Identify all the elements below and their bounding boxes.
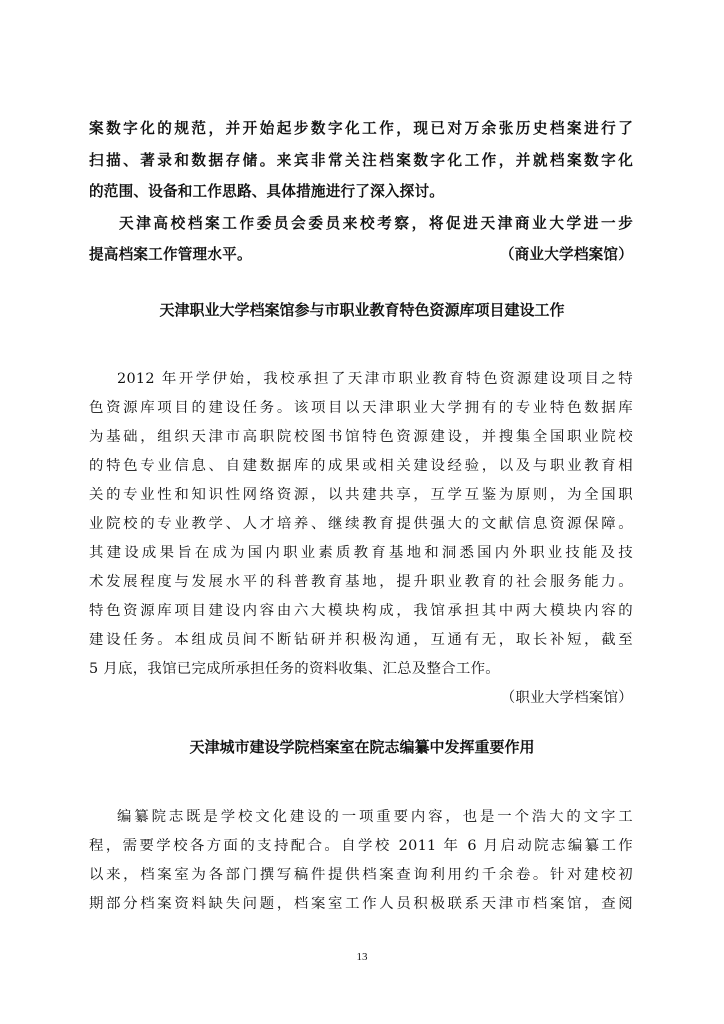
paragraph-line: 的特色专业信息、自建数据库的成果或相关建设经验，以及与职业教育相 <box>89 458 633 474</box>
article-title: 天津城市建设学院档案室在院志编纂中发挥重要作用 <box>189 738 535 756</box>
paragraph-line: 其建设成果旨在成为国内职业素质教育基地和洞悉国内外职业技能及技 <box>89 545 633 561</box>
source-attribution: （职业大学档案馆） <box>500 690 633 706</box>
paragraph-line: 案数字化的规范，并开始起步数字化工作，现已对万余张历史档案进行了 <box>89 120 633 137</box>
paragraph-line: 特色资源库项目建设内容由六大模块构成，我馆承担其中两大模块内容的 <box>89 603 633 619</box>
paragraph-line: 业院校的专业教学、人才培养、继续教育提供强大的文献信息资源保障。 <box>89 516 633 532</box>
paragraph-line: 天津高校档案工作委员会委员来校考察，将促进天津商业大学进一步 <box>119 215 633 232</box>
paragraph-line: 程，需要学校各方面的支持配合。自学校 2011 年 6 月启动院志编纂工作 <box>89 838 633 854</box>
paragraph-line: 以来，档案室为各部门撰写稿件提供档案查询利用约千余卷。针对建校初 <box>89 867 633 883</box>
paragraph-line: 为基础，组织天津市高职院校图书馆特色资源建设，并搜集全国职业院校 <box>89 429 633 445</box>
article-title: 天津职业大学档案馆参与市职业教育特色资源库项目建设工作 <box>159 301 565 319</box>
paragraph-line: 的范围、设备和工作思路、具体措施进行了深入探讨。 <box>89 183 445 200</box>
page-number: 13 <box>356 951 368 963</box>
paragraph-line: 提高档案工作管理水平。 <box>89 246 252 263</box>
paragraph-line: 术发展程度与发展水平的科普教育基地，提升职业教育的社会服务能力。 <box>89 574 633 590</box>
paragraph-line: 2012 年开学伊始，我校承担了天津市职业教育特色资源建设项目之特 <box>117 371 633 387</box>
paragraph-line: 5 月底，我馆已完成所承担任务的资料收集、汇总及整合工作。 <box>89 661 500 677</box>
paragraph-line: 建设任务。本组成员间不断钻研并积极沟通，互通有无，取长补短，截至 <box>89 632 633 648</box>
paragraph-line: 扫描、著录和数据存储。来宾非常关注档案数字化工作，并就档案数字化 <box>89 152 633 169</box>
paragraph-line: 期部分档案资料缺失问题，档案室工作人员积极联系天津市档案馆，查阅 <box>89 896 633 912</box>
paragraph-line: 关的专业性和知识性网络资源，以共建共享，互学互鉴为原则，为全国职 <box>89 487 633 503</box>
paragraph-line: 色资源库项目的建设任务。该项目以天津职业大学拥有的专业特色数据库 <box>89 400 633 416</box>
paragraph-line: 编纂院志既是学校文化建设的一项重要内容，也是一个浩大的文字工 <box>117 809 633 825</box>
source-attribution: （商业大学档案馆） <box>499 246 633 263</box>
